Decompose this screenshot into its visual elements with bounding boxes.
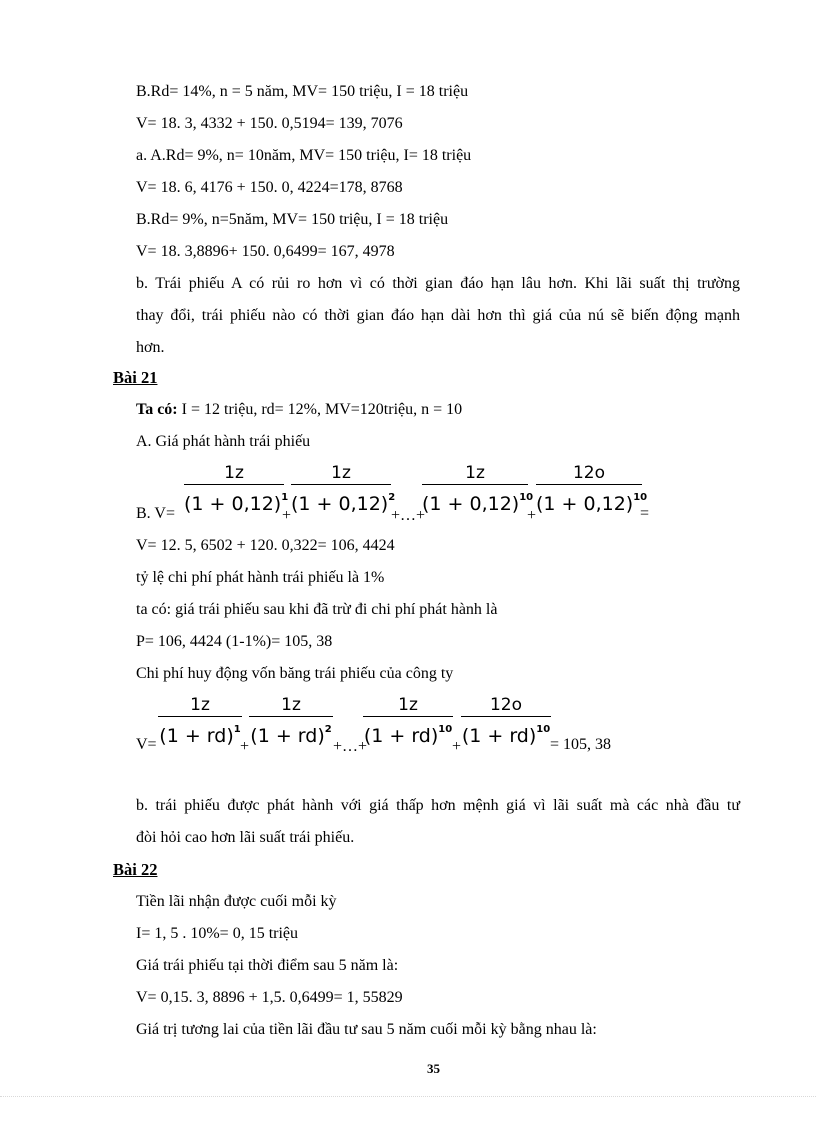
denominator: (1 + rd)$^1$ <box>159 724 241 747</box>
text-line: ta có: giá trái phiếu sau khi đã trừ đi chi phí phát hành là <box>136 601 498 618</box>
denominator: $(1 + 0,12)^{10}$ <box>422 492 534 515</box>
ellipsis-plus: +…+ <box>391 507 426 524</box>
text-line: P= 106, 4424 (1-1%)= 105, 38 <box>136 633 333 650</box>
text-line: Giá trị tương lai của tiền lãi đầu tư sau 5 năm cuối mỗi kỳ bằng nhau là: <box>136 1021 597 1038</box>
text-line: V= 12. 5, 6502 + 120. 0,322= 106, 4424 <box>136 537 395 554</box>
text-line: V= 0,15. 3, 8896 + 1,5. 0,6499= 1, 55829 <box>136 989 403 1006</box>
text-line: đòi hỏi cao hơn lãi suất trái phiếu. <box>136 829 355 846</box>
page-number: 35 <box>427 1061 440 1076</box>
fraction-term-3 <box>363 694 453 747</box>
numerator: 1z <box>190 695 210 715</box>
text-line: B.Rd= 14%, n = 5 năm, MV= 150 triệu, I = 18 triệu <box>136 83 469 100</box>
fraction-term-3 <box>422 462 534 515</box>
numerator: 1z <box>465 463 485 483</box>
numerator: 1z <box>398 695 418 715</box>
formula-prefix: B. V= <box>136 505 175 522</box>
text-line: tỷ lệ chi phí phát hành trái phiếu là 1% <box>136 569 385 586</box>
text-line: V= 18. 6, 4176 + 150. 0, 4224=178, 8768 <box>136 179 403 196</box>
numerator: 1z <box>224 463 244 483</box>
denominator: $(1 + 0,12)^1$ <box>184 492 289 515</box>
ellipsis-plus: +…+ <box>333 738 368 755</box>
fraction-term-2 <box>249 694 333 747</box>
denominator: $(1 + 0,12)^2$ <box>291 492 396 515</box>
text-line: Giá trái phiếu tại thời điểm sau 5 năm là: <box>136 957 399 974</box>
equals-sign: = <box>640 505 650 522</box>
denominator: $(1 + 0,12)^{10}$ <box>536 492 648 515</box>
text-line: V= 18. 3, 4332 + 150. 0,5194= 139, 7076 <box>136 115 403 132</box>
text-line: A. Giá phát hành trái phiếu <box>136 433 311 450</box>
text-line: B.Rd= 9%, n=5năm, MV= 150 triệu, I = 18 triệu <box>136 211 449 228</box>
numerator: 1z <box>281 695 301 715</box>
text-line: a. A.Rd= 9%, n= 10năm, MV= 150 triệu, I= 18 triệu <box>136 147 472 164</box>
numerator: 1z <box>331 463 351 483</box>
numerator: 12o <box>489 695 523 715</box>
plus-sign: + <box>282 507 292 524</box>
denominator: (1 + rd)$^2$ <box>250 724 332 747</box>
label-bold: Ta có: <box>136 401 178 418</box>
text-line: thay đổi, trái phiếu nào có thời gian đáo hạn dài hơn thì giá của nú sẽ biến động mạnh <box>136 307 740 324</box>
text-line: I= 1, 5 . 10%= 0, 15 triệu <box>136 925 299 942</box>
formula-result: = 105, 38 <box>550 736 612 753</box>
fraction-term-2 <box>291 462 396 515</box>
fraction-term-4 <box>536 462 648 515</box>
numerator: 12o <box>572 463 606 483</box>
text-line <box>136 400 462 420</box>
fraction-term-1 <box>184 462 289 515</box>
text-line: hơn. <box>136 339 165 356</box>
formula-prefix: V= <box>136 736 157 753</box>
text-line: Tiền lãi nhận được cuối mỗi kỳ <box>136 893 337 910</box>
section-heading-bai-22: Bài 22 <box>113 860 158 879</box>
denominator: (1 + rd)$^{10}$ <box>461 724 551 747</box>
plus-sign: + <box>452 738 462 755</box>
text-line: V= 18. 3,8896+ 150. 0,6499= 167, 4978 <box>136 243 395 260</box>
text-rest: I = 12 triệu, rd= 12%, MV=120triệu, n = 10 <box>177 401 463 418</box>
plus-sign: + <box>527 507 537 524</box>
fraction-term-4 <box>461 694 551 747</box>
text-line: b. trái phiếu được phát hành với giá thấp hơn mệnh giá vì lãi suất mà các nhà đầu tư <box>136 797 740 814</box>
text-line: b. Trái phiếu A có rủi ro hơn vì có thời gian đáo hạn lâu hơn. Khi lãi suất thị trường <box>136 275 740 292</box>
denominator: (1 + rd)$^{10}$ <box>363 724 453 747</box>
section-heading-bai-21: Bài 21 <box>113 368 158 387</box>
text-line: Chi phí huy động vốn băng trái phiếu của công ty <box>136 665 454 682</box>
page-divider <box>0 1096 816 1097</box>
fraction-term-1 <box>158 694 242 747</box>
plus-sign: + <box>240 738 250 755</box>
